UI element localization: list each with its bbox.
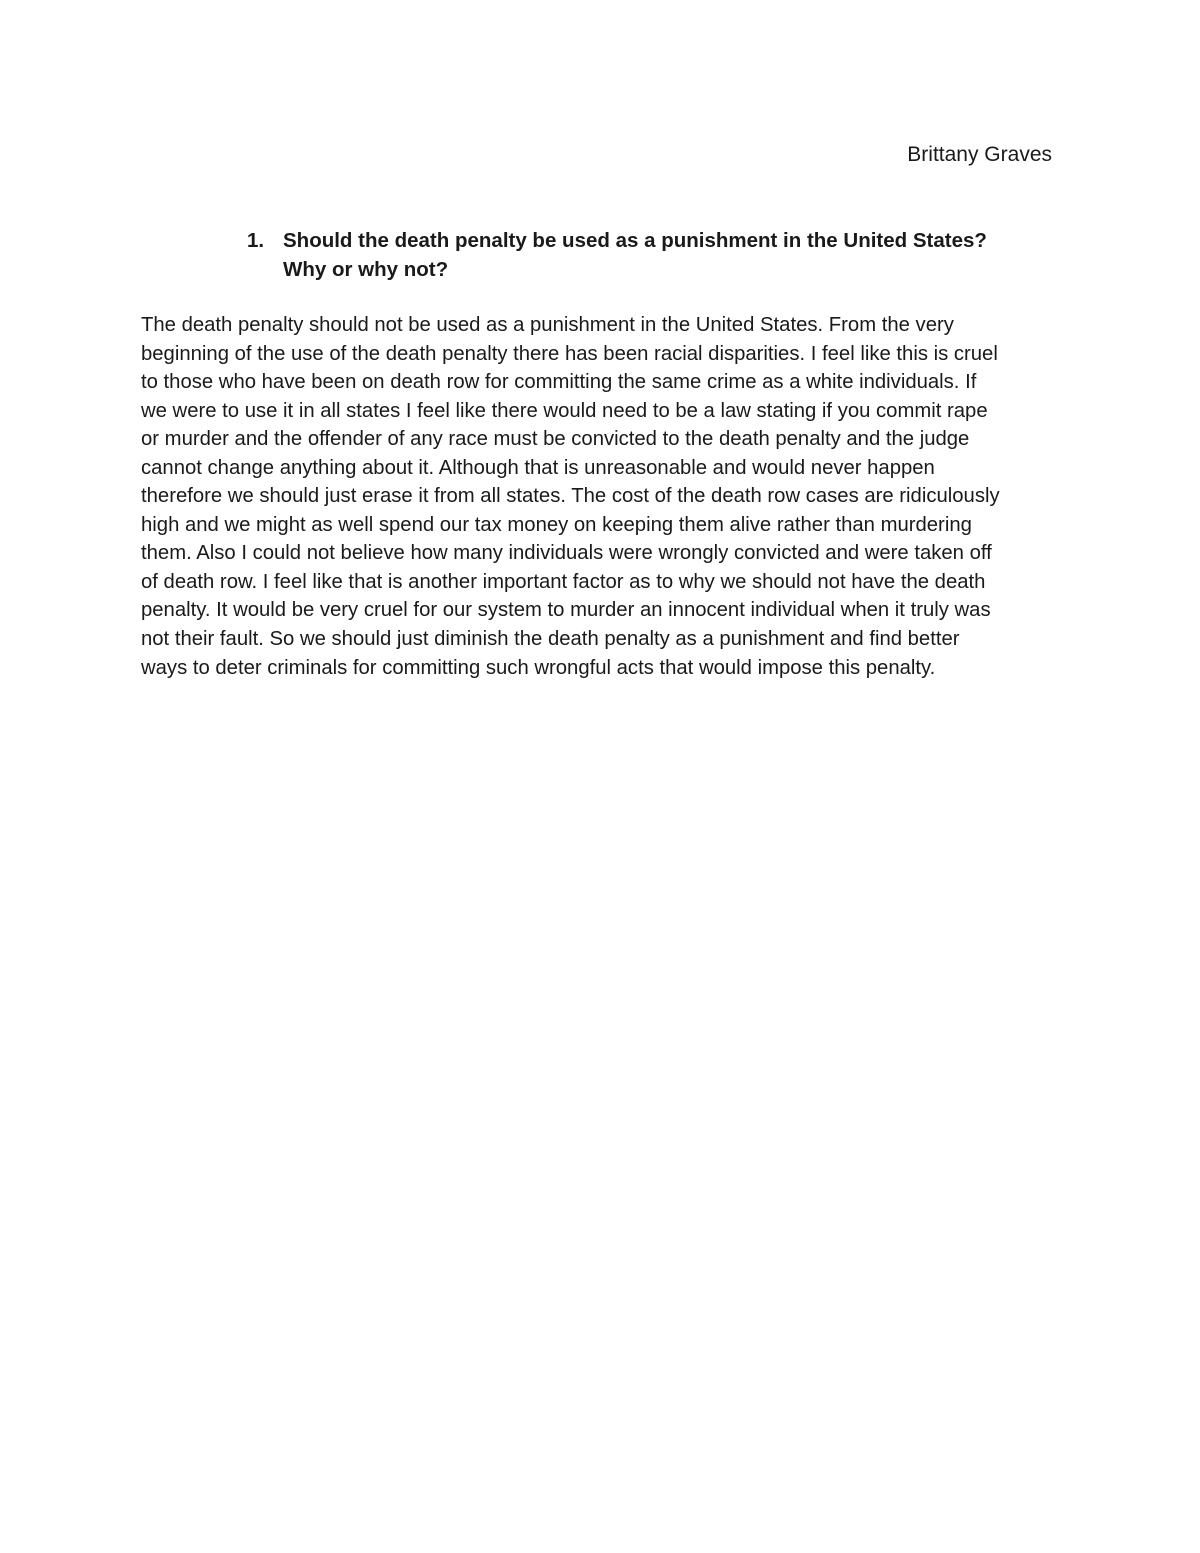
- answer-line: we were to use it in all states I feel like there would need to be a law stating if you commit rape: [141, 399, 988, 422]
- answer-line: ways to deter criminals for committing such wrongful acts that would impose this penalty.: [141, 656, 936, 679]
- answer-line: of death row. I feel like that is another important factor as to why we should not have the death: [141, 570, 986, 593]
- question-number: 1.: [247, 229, 265, 252]
- question-line: Should the death penalty be used as a punishment in the United States?: [283, 229, 987, 252]
- answer-paragraph: [141, 311, 1061, 682]
- answer-line: them. Also I could not believe how many individuals were wrongly convicted and were taken off: [141, 542, 992, 565]
- answer-line: beginning of the use of the death penalty there has been racial disparities. I feel like this is cruel: [141, 342, 998, 365]
- answer-line: high and we might as well spend our tax money on keeping them alive rather than murdering: [141, 513, 972, 536]
- answer-line: therefore we should just erase it from all states. The cost of the death row cases are ridiculously: [141, 485, 1000, 508]
- author-name: Brittany Graves: [907, 143, 1052, 166]
- answer-line: The death penalty should not be used as a punishment in the United States. From the very: [141, 314, 954, 336]
- answer-line: penalty. It would be very cruel for our system to murder an innocent individual when it truly was: [141, 599, 991, 622]
- question-line: Why or why not?: [283, 257, 449, 281]
- answer-line: not their fault. So we should just diminish the death penalty as a punishment and find better: [141, 628, 960, 651]
- answer-line: cannot change anything about it. Although that is unreasonable and would never happen: [141, 456, 935, 479]
- answer-line: to those who have been on death row for committing the same crime as a white individuals. If: [141, 371, 977, 394]
- question-item: [247, 227, 1047, 284]
- answer-line: or murder and the offender of any race must be convicted to the death penalty and the judge: [141, 428, 970, 451]
- question-text: [283, 227, 1047, 284]
